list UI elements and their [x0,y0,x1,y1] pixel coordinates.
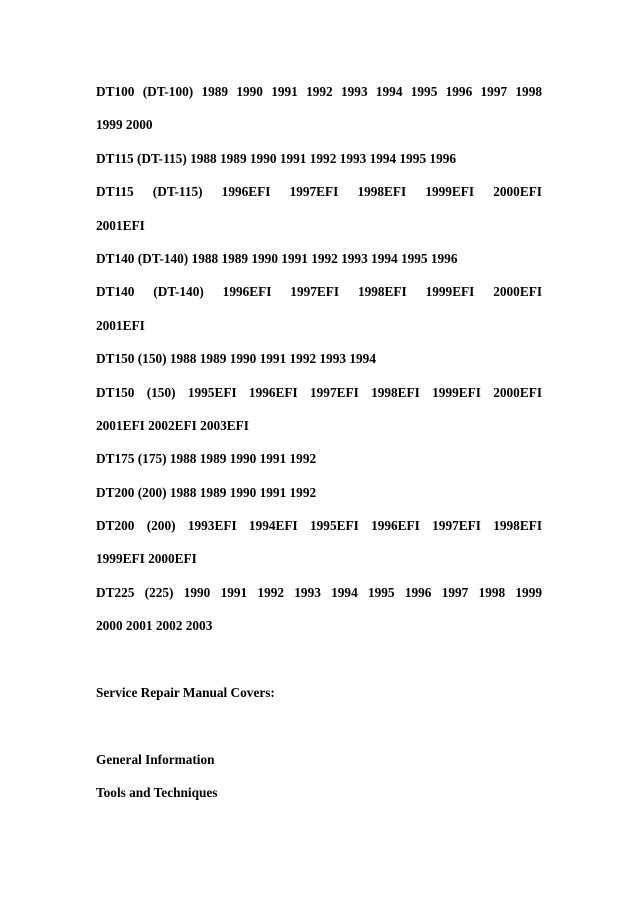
model-line: DT225 (225) 1990 1991 1992 1993 1994 1995 1996 1997 1998 1999 [96,584,542,600]
model-line: 1999 2000 [96,117,153,133]
blank-line [96,650,542,683]
covers-heading: Service Repair Manual Covers: [96,685,275,701]
model-line: DT140 (DT-140) 1996EFI 1997EFI 1998EFI 1999EFI 2000EFI [96,284,542,300]
model-line: 1999EFI 2000EFI [96,551,197,567]
covers-item-tools-and-techniques: Tools and Techniques [96,785,218,801]
model-line: 2001EFI [96,217,145,233]
model-line: DT150 (150) 1995EFI 1996EFI 1997EFI 1998EFI 1999EFI 2000EFI [96,384,542,400]
model-line: DT140 (DT-140) 1988 1989 1990 1991 1992 1993 1994 1995 1996 [96,250,458,266]
model-line: DT100 (DT-100) 1989 1990 1991 1992 1993 1994 1995 1996 1997 1998 [96,84,542,99]
model-list [96,82,542,650]
blank-line [96,716,542,749]
model-line: DT115 (DT-115) 1988 1989 1990 1991 1992 1993 1994 1995 1996 [96,150,457,166]
model-line: 2001EFI [96,317,145,333]
model-line: DT200 (200) 1988 1989 1990 1991 1992 [96,484,317,500]
model-line: 2000 2001 2002 2003 [96,618,213,634]
model-line: DT150 (150) 1988 1989 1990 1991 1992 1993 1994 [96,351,376,367]
covers-item-general-information: General Information [96,751,215,767]
model-line: DT200 (200) 1993EFI 1994EFI 1995EFI 1996EFI 1997EFI 1998EFI [96,518,542,534]
document-content [96,82,542,817]
model-line: DT115 (DT-115) 1996EFI 1997EFI 1998EFI 1999EFI 2000EFI [96,184,542,200]
model-line: 2001EFI 2002EFI 2003EFI [96,417,249,433]
model-line: DT175 (175) 1988 1989 1990 1991 1992 [96,451,317,467]
